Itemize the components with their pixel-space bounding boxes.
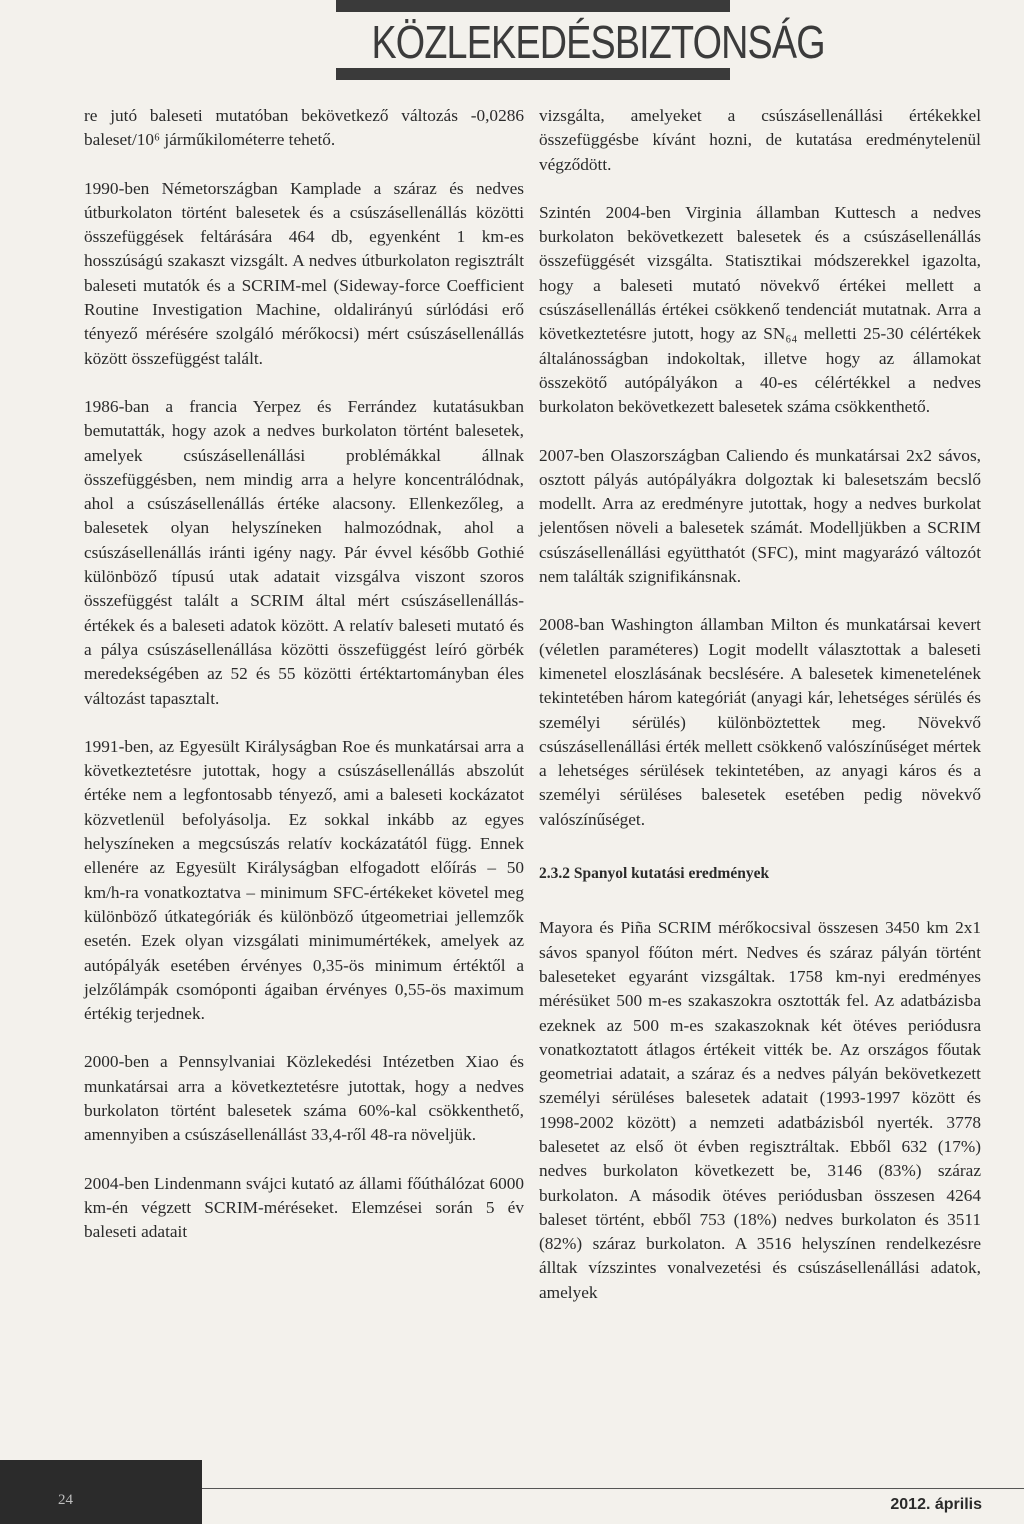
paragraph: 1986-ban a francia Yerpez és Ferrández kutatásukban bemutatták, hogy azok a nedves burkolaton történt balesetek, amelyek csúszásellenállási problémákkal állnak összefüggésben, nem mindig arra a helyre koncentrálódnak, ahol a csúszásellenállás értéke alacsony. Ellenkezőleg, a balesetek olyan helyszíneken halmozódnak, ahol a csúszásellenállás iránti igény nagy. Pár évvel később Gothié különböző típusú utak adatait vizsgálva viszont szoros összefüggést talált a SCRIM által mért csúszásellenállás-értékek és a baleseti adatok között. A relatív baleseti mutató és a pálya csúszásellenállása közötti összefüggést leíró görbék meredekségében az 52 és 55 közötti értéktartományban éles változást tapasztalt. xyxy=(84,396,524,708)
paragraph: Mayora és Piña SCRIM mérőkocsival összesen 3450 km 2x1 sávos spanyol főúton mért. Nedves és száraz pályán történt baleseteket egyaránt vizsgáltak. 1758 km-nyi eredményes mérésüket 500 m-es szakaszokra osztották fel. Az adatbázisba ezeknek az 500 m-es szakaszoknak két ötéves periódusra vonatkoztatott átlagos értékeit vitték be. Az országos főutak geometriai adatait, a száraz és a nedves pályán bekövetkezett személyi sérüléses balesetek adatait (1993-1997 között és 1998-2002 között) a nemzeti adatbázisból nyerték. 3778 balesetet az első öt évben regisztráltak. Ebből 632 (17%) nedves burkolaton következett be, 3146 (83%) száraz burkolaton. A második ötéves periódusban összesen 4264 baleset történt, ebből 753 (18%) nedves burkolaton és 3511 (82%) száraz burkolaton. A 3516 helyszínen rendelkezésre álltak vízszintes vonalvezetési és csúszásellenállási adatok, amelyek xyxy=(539,918,981,1302)
page-number: 24 xyxy=(58,1492,73,1508)
paragraph: 2008-ban Washington államban Milton és munkatársai kevert (véletlen paraméteres) Logit modellt választottak a baleseti kimenetel eloszlásának becslésére. A balesetek kimenetelének tekintetében három kategóriát (anyagi kár, lehetséges sérülés és személyi sérülés) különböztettek meg. Növekvő csúszásellenállási érték mellett csökkenő valószínűséget mértek a lehetséges sérülések tekintetében, az anyagi káros és a személyi sérüléses balesetek esetében pedig növekvő valószínűséget. xyxy=(539,615,981,829)
section-heading: 2.3.2 Spanyol kutatási eredmények xyxy=(539,865,770,883)
left-column xyxy=(84,104,524,1268)
paragraph: 1990-ben Németországban Kamplade a száraz és nedves útburkolaton történt balesetek és a csúszásellenállás közötti összefüggések feltárására 464 db, egyenként 1 km-es hosszúságú szakaszt vizsgált. A nedves útburkolaton regisztrált baleseti mutatók és a SCRIM-mel (Sideway-force Coefficient Routine Investigation Machine, oldalirányú súrlódási erő tényező mérésére szolgáló mérőkocsi) mért csúszásellenállás között összefüggést talált. xyxy=(84,178,524,368)
footer-rule xyxy=(202,1488,1024,1489)
paragraph: Szintén 2004-ben Virginia államban Kuttesch a nedves burkolaton bekövetkezett balesetek és a csúszásellenállás összefüggését vizsgálta. Statisztikai módszerekkel igazolta, hogy a baleseti mutató növekvő értékei mellett a csúszásellenállás értékei csökkenő tendenciát mutatnak. Arra a következtetésre jutott, hogy az SN₆₄ melletti 25-30 célértékek általánosságban indokoltak, illetve hogy az államokat összekötő autópályákon a 40-es célértékkel a nedves burkolaton bekövetkezett balesetek száma csökkenthető. xyxy=(539,202,981,417)
paragraph: 2000-ben a Pennsylvaniai Közlekedési Intézetben Xiao és munkatársai arra a következtetésre jutottak, hogy a nedves burkolaton történt balesetek száma 60%-kal csökkenthető, amennyiben a csúszásellenállást 33,4-ről 48-ra növeljük. xyxy=(84,1052,524,1145)
paragraph: 2007-ben Olaszországban Caliendo és munkatársai 2x2 sávos, osztott pályás autópályákra dolgoztak ki balesetszám becslő modellt. Arra az eredményre jutottak, hogy a nedves burkolat jelentősen növeli a balesetek számát. Modelljükben a SCRIM csúszásellenállási együtthatót (SFC), mint magyarázó változót nem találták szignifikánsnak. xyxy=(539,445,981,587)
page-header-title: KÖZLEKEDÉSBIZTONSÁG xyxy=(371,16,825,68)
paragraph: 2004-ben Lindenmann svájci kutató az állami főúthálózat 6000 km-én végzett SCRIM-méréseket. Elemzései során 5 év baleseti adatait xyxy=(84,1173,524,1242)
header-rule-top xyxy=(336,0,730,12)
right-column xyxy=(539,104,981,1329)
paragraph: re jutó baleseti mutatóban bekövetkező változás -0,0286 baleset/10⁶ járműkilométerre tehető. xyxy=(84,106,524,150)
header-rule-bottom xyxy=(336,68,730,80)
footer-page-box xyxy=(0,1460,202,1524)
issue-date: 2012. április xyxy=(890,1496,982,1513)
paragraph: vizsgálta, amelyeket a csúszásellenállási értékekkel összefüggésbe kívánt hozni, de kutatása eredménytelenül végződött. xyxy=(539,106,981,174)
paragraph: 1991-ben, az Egyesült Királyságban Roe és munkatársai arra a következtetésre jutottak, hogy a csúszásellenállás abszolút értéke nem a legfontosabb tényező, ami a baleseti kockázatot közvetlenül befolyásolja. Ez sokkal inkább az egyes helyszíneken a megcsúszás relatív kockázatától függ. Ennek ellenére az Egyesült Királyságban elfogadott előírás – 50 km/h-ra vonatkoztatva – minimum SFC-értékeket követel meg különböző útkategóriák és különböző útgeometriai jellemzők esetén. Ezek olyan vizsgálati minimumértékek, amelyek az autópályák esetében érvényes 0,35-ös minimum értéktől a jelzőlámpák csomóponti ágaiban érvényes 0,55-ös maximum értékig terjednek. xyxy=(84,736,524,1024)
